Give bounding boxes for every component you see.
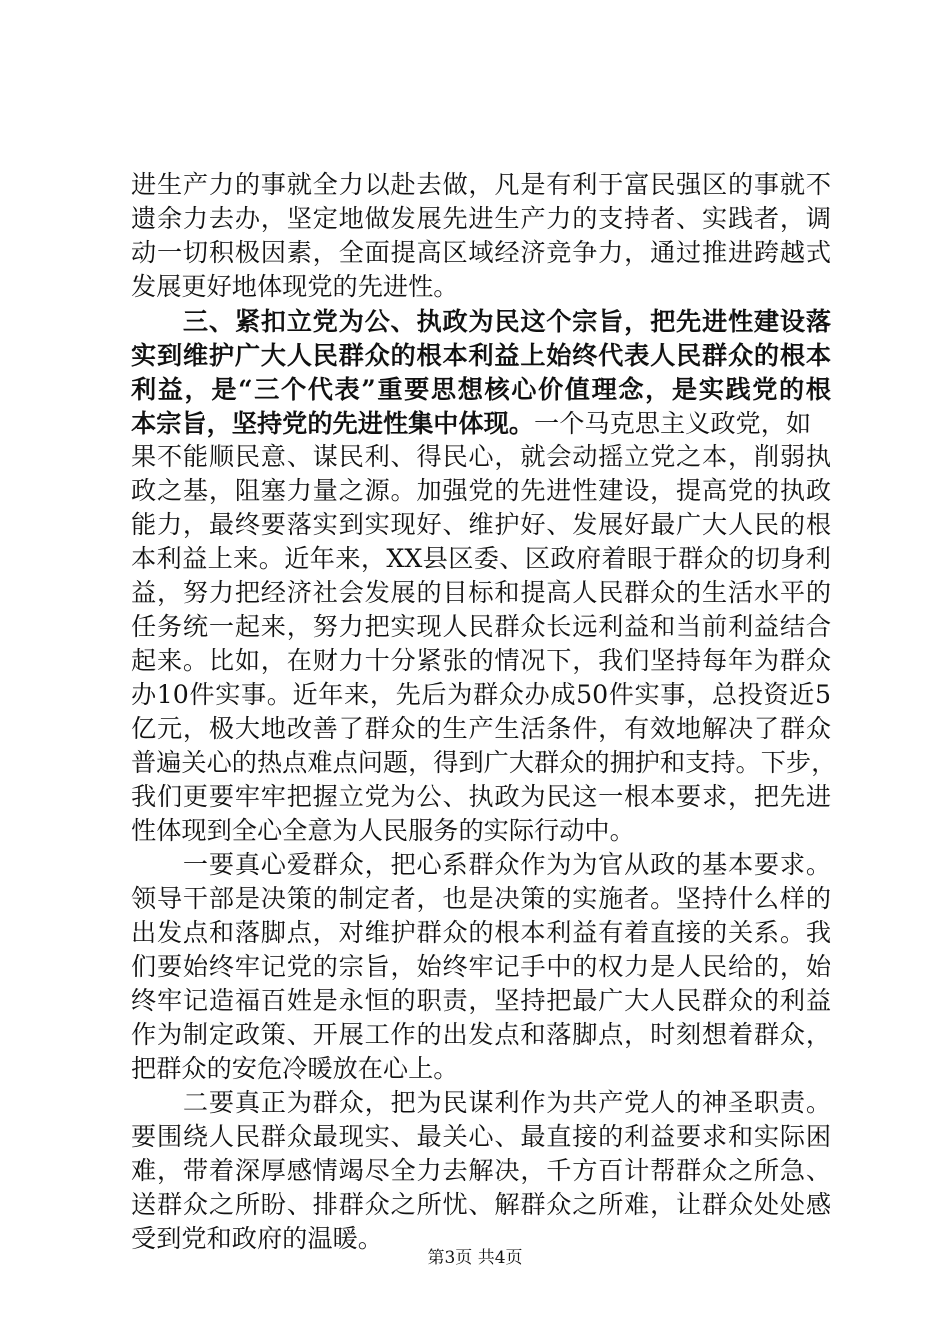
text-line: 领导干部是决策的制定者，也是决策的实施者。坚持什么样的: [131, 884, 831, 913]
page-number-footer: 第3页 共4页: [427, 1248, 523, 1268]
text-line: 起来。比如，在财力十分紧张的情况下，我们坚持每年为群众: [131, 646, 831, 675]
text-line: 动一切积极因素，全面提高区域经济竞争力，通过推进跨越式: [131, 238, 831, 267]
text-line: 亿元，极大地改善了群众的生产生活条件，有效地解决了群众: [131, 714, 831, 743]
text-line: 受到党和政府的温暖。: [131, 1224, 383, 1253]
text-line: 任务统一起来，努力把实现人民群众长远利益和当前利益结合: [131, 612, 831, 641]
text-line: 们要始终牢记党的宗旨，始终牢记手中的权力是人民给的，始: [131, 952, 831, 981]
section-heading-line: 三、紧扣立党为公、执政为民这个宗旨，把先进性建设落: [131, 306, 831, 336]
text-line: 益，努力把经济社会发展的目标和提高人民群众的生活水平的: [131, 578, 831, 607]
text-line: 进生产力的事就全力以赴去做，凡是有利于富民强区的事就不: [131, 170, 831, 199]
text-line: 我们更要牢牢把握立党为公、执政为民这一根本要求，把先进: [131, 782, 831, 811]
text-line: 本利益上来。近年来，XX县区委、区政府着眼于群众的切身利: [131, 544, 831, 573]
text-line: 办10件实事。近年来，先后为群众办成50件实事，总投资近5: [131, 680, 831, 709]
text-line: 出发点和落脚点，对维护群众的根本利益有着直接的关系。我: [131, 918, 831, 947]
section-heading-line: 利益，是“三个代表”重要思想核心价值理念，是实践党的根: [131, 374, 831, 404]
text-line: 把群众的安危冷暖放在心上。: [131, 1054, 459, 1083]
text-line: 遗余力去办，坚定地做发展先进生产力的支持者、实践者，调: [131, 204, 831, 233]
text-line: 难，带着深厚感情竭尽全力去解决，千方百计帮群众之所急、: [131, 1156, 831, 1185]
text-line: 送群众之所盼、排群众之所忧、解群众之所难，让群众处处感: [131, 1190, 831, 1219]
mixed-line: [131, 406, 831, 440]
text-line: 能力，最终要落实到实现好、维护好、发展好最广大人民的根: [131, 510, 831, 539]
section-heading-tail: 本宗旨，坚持党的先进性集中体现。: [131, 408, 534, 438]
text-line: 果不能顺民意、谋民利、得民心，就会动摇立党之本，削弱执: [131, 442, 831, 471]
text-line: 政之基，阻塞力量之源。加强党的先进性建设，提高党的执政: [131, 476, 831, 505]
text-line: 二要真正为群众，把为民谋利作为共产党人的神圣职责。: [131, 1088, 831, 1117]
text-line: 性体现到全心全意为人民服务的实际行动中。: [131, 816, 635, 845]
section-heading-line: 实到维护广大人民群众的根本利益上始终代表人民群众的根本: [131, 340, 831, 370]
text-line: 普遍关心的热点难点问题，得到广大群众的拥护和支持。下步，: [131, 748, 837, 777]
text-line: 终牢记造福百姓是永恒的职责，坚持把最广大人民群众的利益: [131, 986, 831, 1015]
text-line: 作为制定政策、开展工作的出发点和落脚点，时刻想着群众，: [131, 1020, 831, 1049]
text-line: 要围绕人民群众最现实、最关心、最直接的利益要求和实际困: [131, 1122, 831, 1151]
text-line: 发展更好地体现党的先进性。: [131, 272, 459, 301]
text-line: 一要真心爱群众，把心系群众作为为官从政的基本要求。: [131, 850, 831, 879]
text-line-tail: 一个马克思主义政党，如: [534, 409, 812, 438]
